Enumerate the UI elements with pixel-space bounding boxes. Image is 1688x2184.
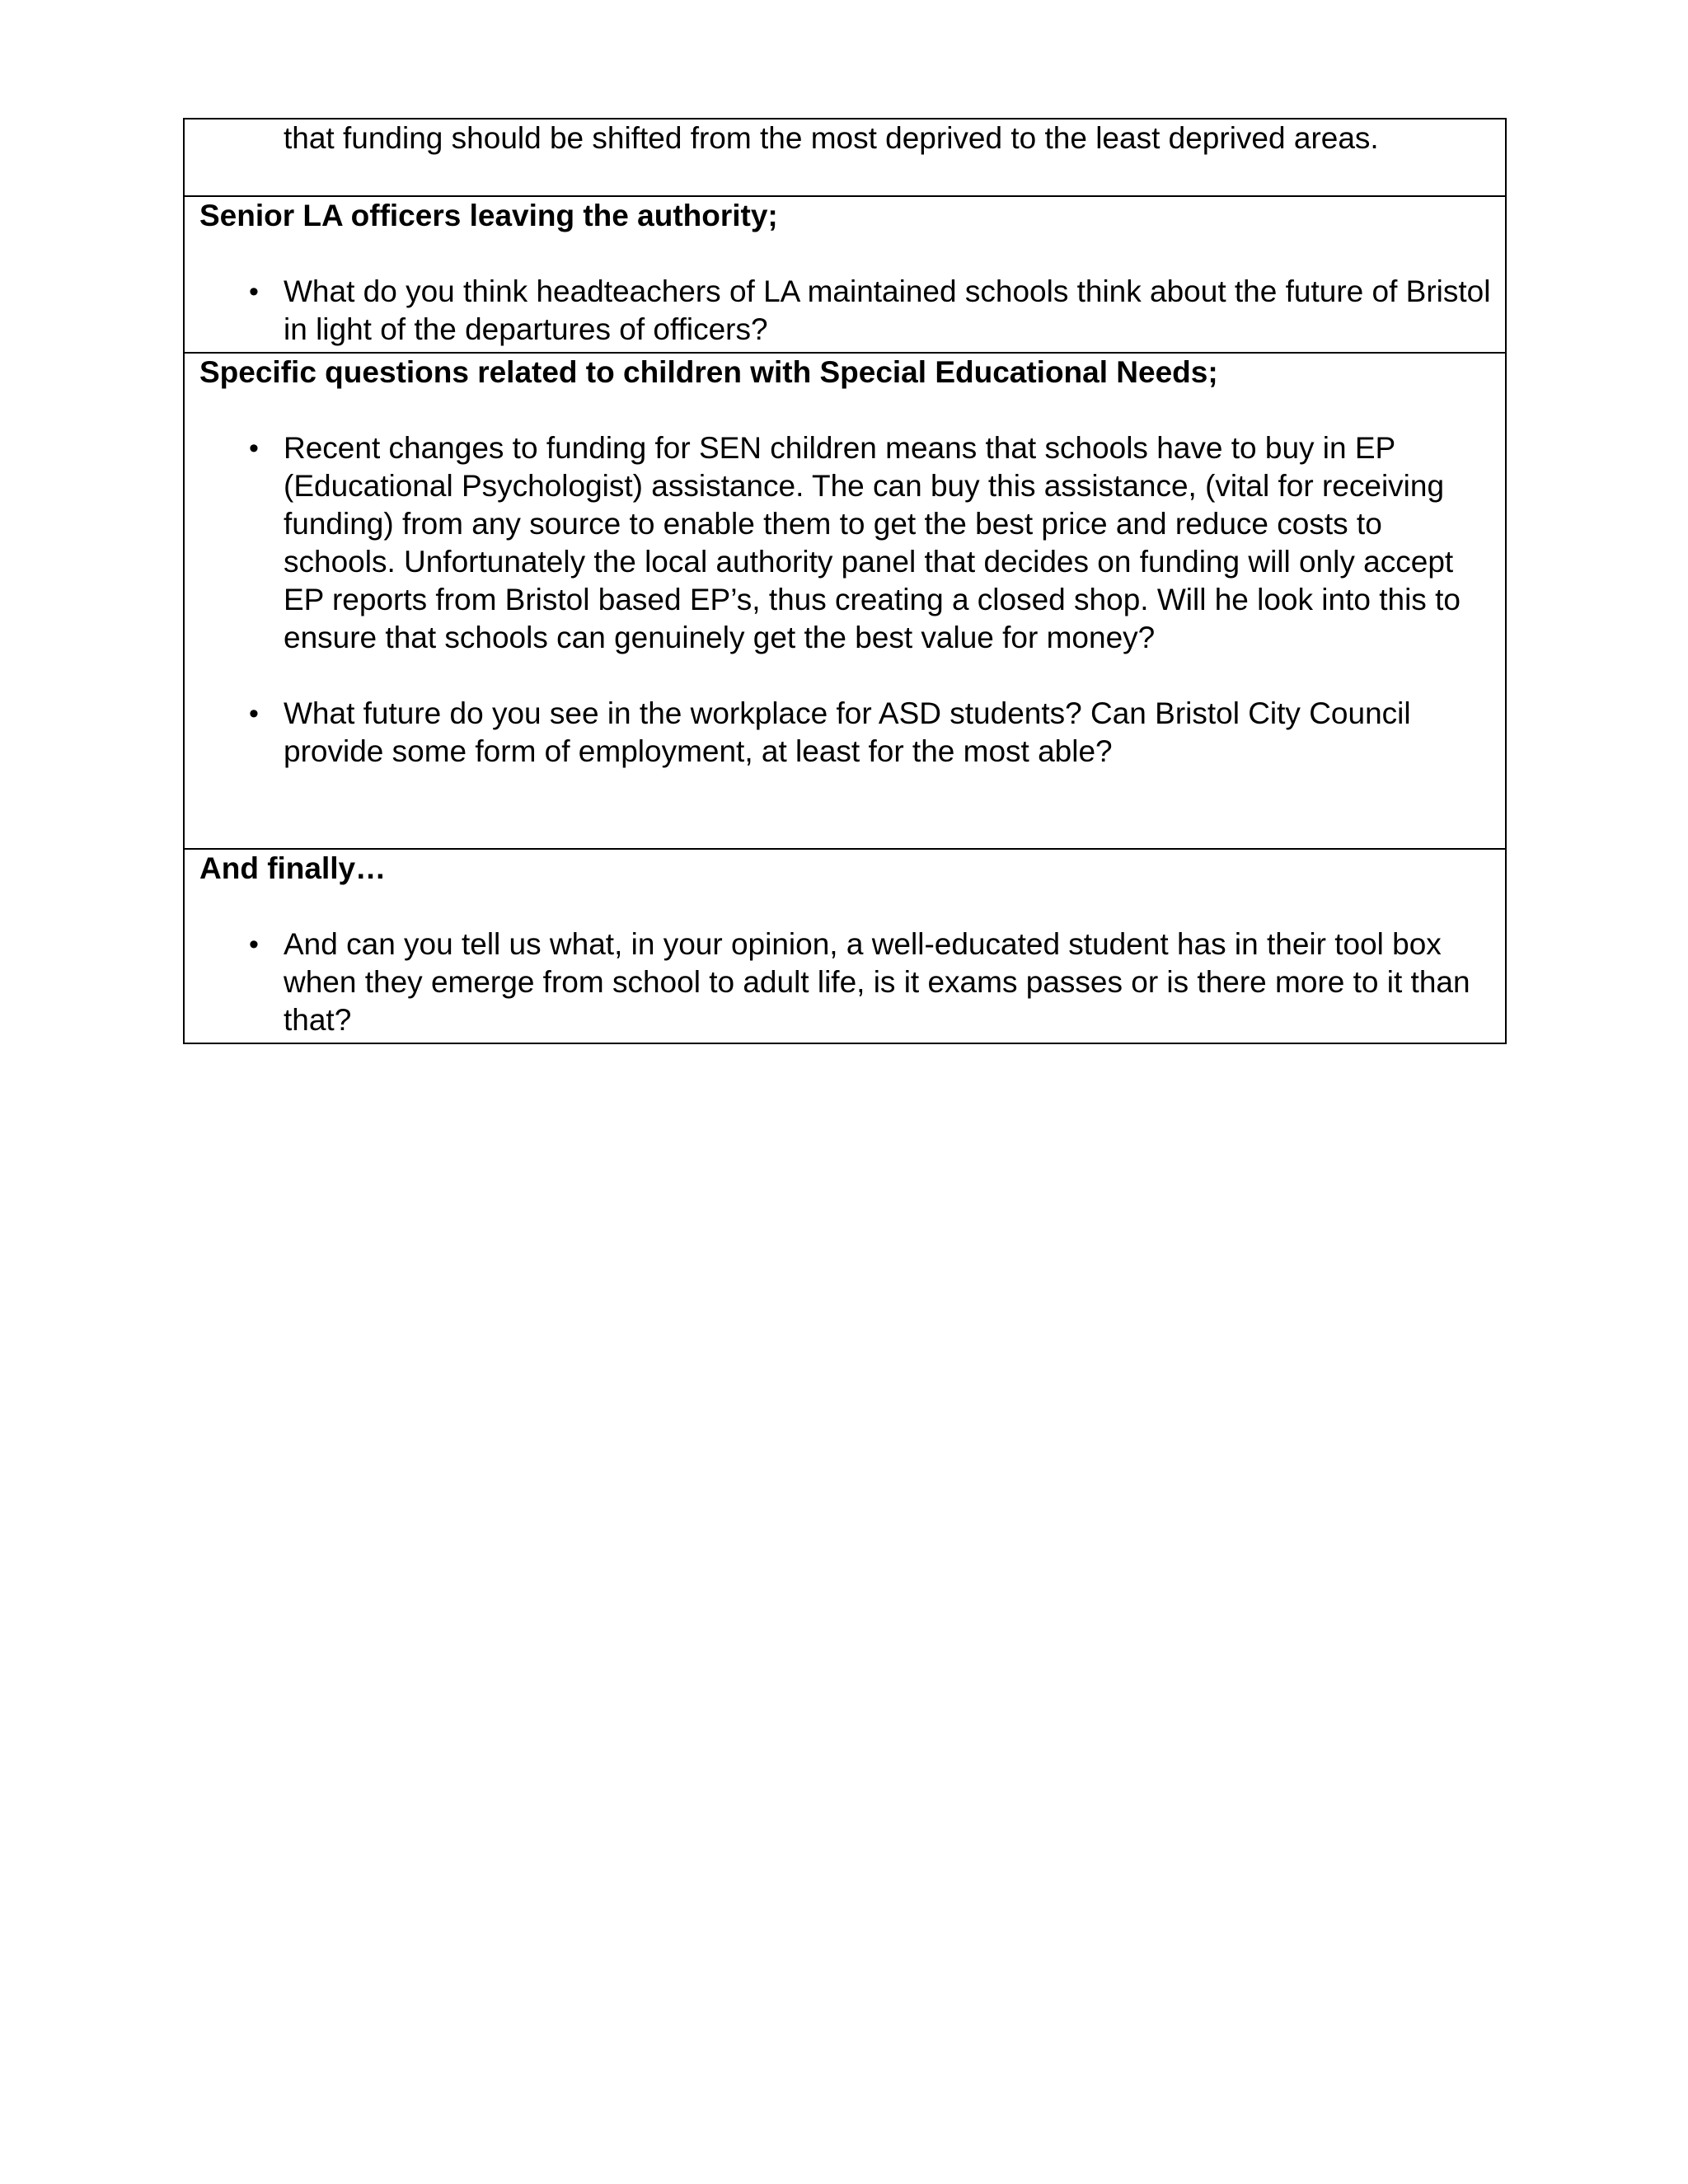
questions-table xyxy=(183,118,1507,1044)
section-heading-and-finally: And finally… xyxy=(199,851,387,885)
list-item-text: What do you think headteachers of LA maintained schools think about the future of Bristol in light of the departures of officers? xyxy=(284,274,1491,346)
list-item xyxy=(199,926,1492,1039)
bullet-list xyxy=(199,429,1492,771)
list-item-text: And can you tell us what, in your opinion, a well-educated student has in their tool box when they emerge from school to adult life, is it exams passes or is there more to it than that? xyxy=(284,927,1470,1037)
section-heading-senior-officers: Senior LA officers leaving the authority; xyxy=(199,199,778,232)
list-item-text: Recent changes to funding for SEN children means that schools have to buy in EP (Educational Psychologist) assistance. The can buy this assistance, (vital for receiving funding) from any source to enable them to get the best price and reduce costs to schools. Unfortunately the local authority panel that decides on funding will only accept EP reports from Bristol based EP’s, thus creating a closed shop. Will he look into this to ensure that schools can genuinely get the best value for money? xyxy=(284,431,1461,654)
table-row-and-finally xyxy=(184,849,1506,1043)
list-item xyxy=(199,429,1492,657)
list-item xyxy=(199,273,1492,349)
table-row-senior-officers xyxy=(184,196,1506,353)
table-cell xyxy=(184,353,1506,849)
bullet-icon: • xyxy=(249,698,259,729)
table-row-special-educational-needs xyxy=(184,353,1506,849)
bullet-list xyxy=(199,926,1492,1039)
section-heading-special-educational-needs: Specific questions related to children with Special Educational Needs; xyxy=(199,355,1218,389)
bullet-icon: • xyxy=(249,929,259,960)
bullet-list xyxy=(199,273,1492,349)
list-item xyxy=(199,695,1492,771)
continuation-text: that funding should be shifted from the most deprived to the least deprived areas. xyxy=(284,121,1379,155)
table-cell xyxy=(184,119,1506,196)
table-cell xyxy=(184,849,1506,1043)
table-cell xyxy=(184,196,1506,353)
table-row-continuation xyxy=(184,119,1506,196)
bullet-icon: • xyxy=(249,276,259,307)
bullet-icon: • xyxy=(249,433,259,464)
list-item-text: What future do you see in the workplace for ASD students? Can Bristol City Council provide some form of employment, at least for the most able? xyxy=(284,696,1411,768)
